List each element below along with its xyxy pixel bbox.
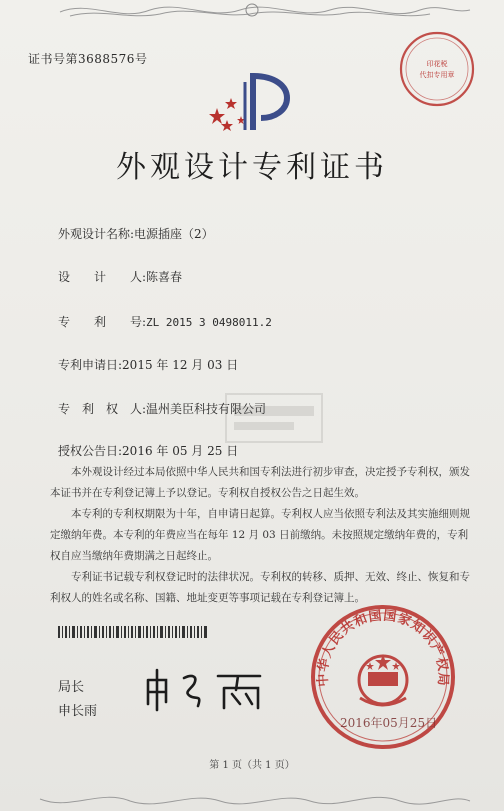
patentee-value: 温州美臣科技有限公司 (146, 402, 267, 416)
body-paragraph-3: 专利证书记载专利权登记时的法律状况。专利权的转移、质押、无效、终止、恢复和专利权人的姓名或名称、国籍、地址变更等事项记载在专利登记簿上。 (50, 571, 470, 604)
grant-date-label: 授权公告日: (58, 444, 123, 458)
top-ornament (0, 0, 504, 22)
page-title: 外观设计专利证书 (116, 150, 388, 185)
watermark-stamp (224, 392, 324, 444)
body-paragraph-2: 本专利的专利权期限为十年，自申请日起算。专利权人应当依照专利法及其实施细则规定缴纳年费。本专利的年费应当在每年 12 月 03 日前缴纳。未按照规定缴纳年费的，专利权自应当缴纳年费期满之日起终止。 (50, 508, 470, 562)
patent-number-row (58, 313, 272, 330)
director-signature (140, 664, 280, 714)
agency-seal-stamp-tax: 印花税 (426, 60, 448, 68)
application-date-row (58, 356, 238, 373)
bottom-ornament (0, 789, 504, 811)
page-footer: 第 1 页（共 1 页） (209, 760, 295, 771)
barcode (58, 626, 208, 638)
patentee-label: 专 利 权 人: (58, 402, 147, 416)
body-paragraph-1: 本外观设计经过本局依照中华人民共和国专利法进行初步审查，决定授予专利权，颁发本证书并在专利登记簿上予以登记。专利权自授权公告之日起生效。 (50, 466, 470, 499)
seal-date: 2016年05月25日 (340, 716, 438, 730)
certificate-number: 证书号第3688576号 (28, 52, 148, 66)
application-date-label: 专利申请日: (58, 358, 123, 372)
director-name: 申长雨 (58, 704, 98, 719)
state-seal-text: 中华人民共和国国家知识产权局 (315, 608, 451, 688)
designer-value: 陈喜春 (146, 270, 183, 284)
designer-label: 设 计 人: (58, 270, 147, 284)
design-name-label: 外观设计名称: (58, 227, 135, 241)
agency-seal (398, 30, 476, 108)
patent-number-label: 专 利 号: (58, 315, 147, 329)
cnipa-emblem-icon (205, 68, 295, 138)
director-title: 局长 (58, 680, 85, 695)
grant-date-row (58, 442, 238, 459)
design-name-row (58, 225, 214, 242)
grant-date-value: 2016 年 05 月 25 日 (122, 444, 239, 458)
designer-row (58, 268, 182, 285)
agency-seal-special-stamp: 代扣专用章 (419, 71, 455, 79)
application-date-value: 2015 年 12 月 03 日 (122, 358, 239, 372)
design-name-value: 电源插座（2） (134, 227, 214, 241)
certificate-body (50, 462, 470, 609)
patent-number-value: ZL 2015 3 0498011.2 (146, 316, 272, 329)
